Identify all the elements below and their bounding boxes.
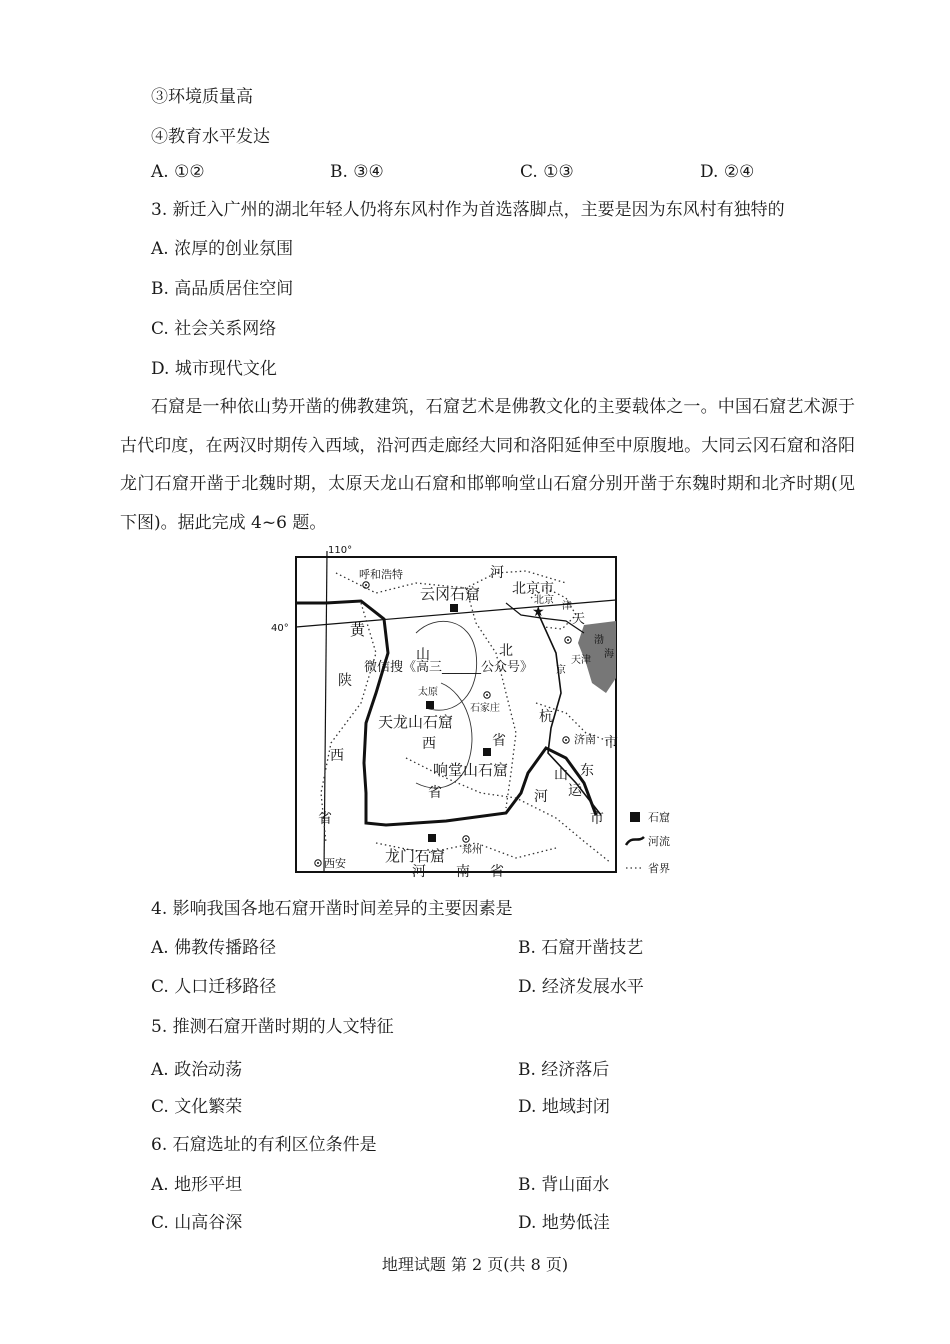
q4-option-d: D. 经济发展水平 bbox=[518, 977, 644, 997]
label-jing: 京 bbox=[556, 665, 566, 676]
q2-option-c: C. ①③ bbox=[520, 162, 574, 182]
q3-option-a: A. 浓厚的创业氛围 bbox=[151, 239, 294, 259]
svg-text:郑州: 郑州 bbox=[462, 845, 482, 856]
grotto-longmen bbox=[385, 834, 445, 865]
city-zhengzhou bbox=[462, 836, 482, 856]
q2-option-a: A. ①② bbox=[151, 162, 205, 182]
city-xian bbox=[315, 856, 346, 870]
city-hohhot bbox=[359, 567, 403, 588]
lon-label: 110° bbox=[328, 545, 353, 556]
svg-text:呼和浩特: 呼和浩特 bbox=[359, 568, 403, 581]
q4-option-a: A. 佛教传播路径 bbox=[151, 938, 277, 958]
svg-text:天津: 天津 bbox=[571, 655, 591, 666]
q2-item-3: ③环境质量高 bbox=[151, 87, 253, 107]
svg-text:云冈石窟: 云冈石窟 bbox=[420, 585, 481, 603]
svg-text:太原: 太原 bbox=[418, 687, 438, 698]
q6-stem: 6. 石窟选址的有利区位条件是 bbox=[151, 1135, 377, 1155]
label-he-canal: 河 bbox=[534, 789, 548, 805]
legend-river-label: 河流 bbox=[648, 835, 670, 848]
grotto-square-icon bbox=[426, 701, 434, 709]
label-xi-shaanxi: 西 bbox=[330, 748, 344, 764]
label-he: 河 bbox=[490, 565, 504, 581]
label-huang: 黄 bbox=[350, 621, 366, 639]
legend-grotto-icon bbox=[630, 812, 640, 822]
city-shijiazhuang bbox=[470, 692, 500, 714]
legend-river-icon bbox=[626, 837, 644, 845]
q3-stem: 3. 新迁入广州的湖北年轻人仍将东风村作为首选落脚点，主要是因为东风村有独特的 bbox=[151, 200, 785, 220]
q4-option-b: B. 石窟开凿技艺 bbox=[518, 938, 644, 958]
grotto-square-icon bbox=[450, 604, 458, 612]
city-taiyuan bbox=[418, 685, 438, 698]
q5-option-b: B. 经济落后 bbox=[518, 1060, 610, 1080]
label-sheng-hebei: 省 bbox=[492, 733, 506, 749]
label-yun: 运 bbox=[568, 783, 582, 799]
q3-option-b: B. 高品质居住空间 bbox=[151, 279, 294, 299]
q5-option-c: C. 文化繁荣 bbox=[151, 1097, 243, 1117]
grotto-yungang bbox=[420, 585, 480, 612]
q3-option-c: C. 社会关系网络 bbox=[151, 319, 277, 339]
grotto-tianlongshan bbox=[378, 701, 453, 731]
q4-option-c: C. 人口迁移路径 bbox=[151, 977, 277, 997]
label-hai: 海 bbox=[604, 649, 614, 660]
legend bbox=[626, 810, 670, 875]
label-beijing-shi: 北京市 bbox=[512, 581, 554, 597]
q5-stem: 5. 推测石窟开凿时期的人文特征 bbox=[151, 1017, 394, 1037]
beijing-star-icon: ★ bbox=[532, 604, 545, 620]
svg-text:西安: 西安 bbox=[324, 857, 346, 870]
legend-grotto-label: 石窟 bbox=[648, 811, 670, 824]
q4-stem: 4. 影响我国各地石窟开凿时间差异的主要因素是 bbox=[151, 899, 513, 919]
lat-label: 40° bbox=[271, 623, 289, 634]
q2-item-4: ④教育水平发达 bbox=[151, 127, 270, 147]
label-sheng-shandong: 市 bbox=[604, 735, 618, 751]
svg-text:响堂山石窟: 响堂山石窟 bbox=[433, 761, 509, 779]
label-bei: 北 bbox=[499, 643, 513, 659]
label-tian: 天 bbox=[572, 612, 586, 627]
svg-text:石家庄: 石家庄 bbox=[470, 703, 500, 714]
city-jinan bbox=[563, 732, 596, 746]
grotto-square-icon bbox=[483, 748, 491, 756]
q6-option-c: C. 山高谷深 bbox=[151, 1213, 243, 1233]
q6-option-a: A. 地形平坦 bbox=[151, 1175, 243, 1195]
page-footer: 地理试题 第 2 页(共 8 页) bbox=[381, 1255, 569, 1274]
passage: 石窟是一种依山势开凿的佛教建筑，石窟艺术是佛教文化的主要载体之一。中国石窟艺术源于古代印度，在两汉时期传入西域，沿河西走廊经大同和洛阳延伸至中原腹地。大同云冈石窟和洛阳龙门石窟开凿于北魏时期，太原天龙山石窟和邯郸响堂山石窟分别开凿于东魏时期和北齐时期(见下图)。据此完成 4~6 题。 bbox=[120, 397, 855, 533]
q6-option-d: D. 地势低洼 bbox=[518, 1213, 610, 1233]
q2-option-b: B. ③④ bbox=[330, 162, 384, 182]
q2-option-d: D. ②④ bbox=[700, 162, 755, 182]
label-shan: 山 bbox=[416, 647, 430, 663]
boundary-2 bbox=[321, 603, 376, 843]
label-sheng-shaanxi: 省 bbox=[318, 811, 332, 827]
label-bo: 渤 bbox=[594, 635, 604, 646]
label-sheng-shanxi: 省 bbox=[428, 785, 442, 801]
grotto-map bbox=[266, 543, 676, 883]
svg-text:北京: 北京 bbox=[534, 595, 554, 606]
svg-text:济南: 济南 bbox=[574, 733, 596, 746]
label-he-henan: 河 bbox=[412, 864, 426, 880]
label-shan-shandong: 山 bbox=[554, 767, 568, 783]
svg-text:龙门石窟: 龙门石窟 bbox=[385, 847, 446, 865]
svg-text:天龙山石窟: 天龙山石窟 bbox=[378, 713, 454, 731]
label-nan: 南 bbox=[456, 864, 470, 880]
legend-boundary-label: 省界 bbox=[648, 862, 670, 875]
q3-option-d: D. 城市现代文化 bbox=[151, 359, 277, 379]
label-xi: 西 bbox=[422, 736, 436, 752]
label-jin: 津 bbox=[562, 601, 572, 612]
q6-option-b: B. 背山面水 bbox=[518, 1175, 610, 1195]
label-sheng-henan: 省 bbox=[490, 864, 504, 880]
q5-option-d: D. 地域封闭 bbox=[518, 1097, 610, 1117]
label-dong: 东 bbox=[580, 763, 594, 779]
watermark: 微信搜《高三______公众号》 bbox=[364, 660, 534, 675]
label-hang: 杭 bbox=[539, 709, 553, 725]
grotto-square-icon bbox=[428, 834, 436, 842]
city-beijing bbox=[532, 593, 554, 620]
label-shan-shaanxi: 陕 bbox=[338, 673, 352, 689]
label-he-yellow-mouth: 市 bbox=[590, 811, 604, 827]
q5-option-a: A. 政治动荡 bbox=[151, 1060, 243, 1080]
